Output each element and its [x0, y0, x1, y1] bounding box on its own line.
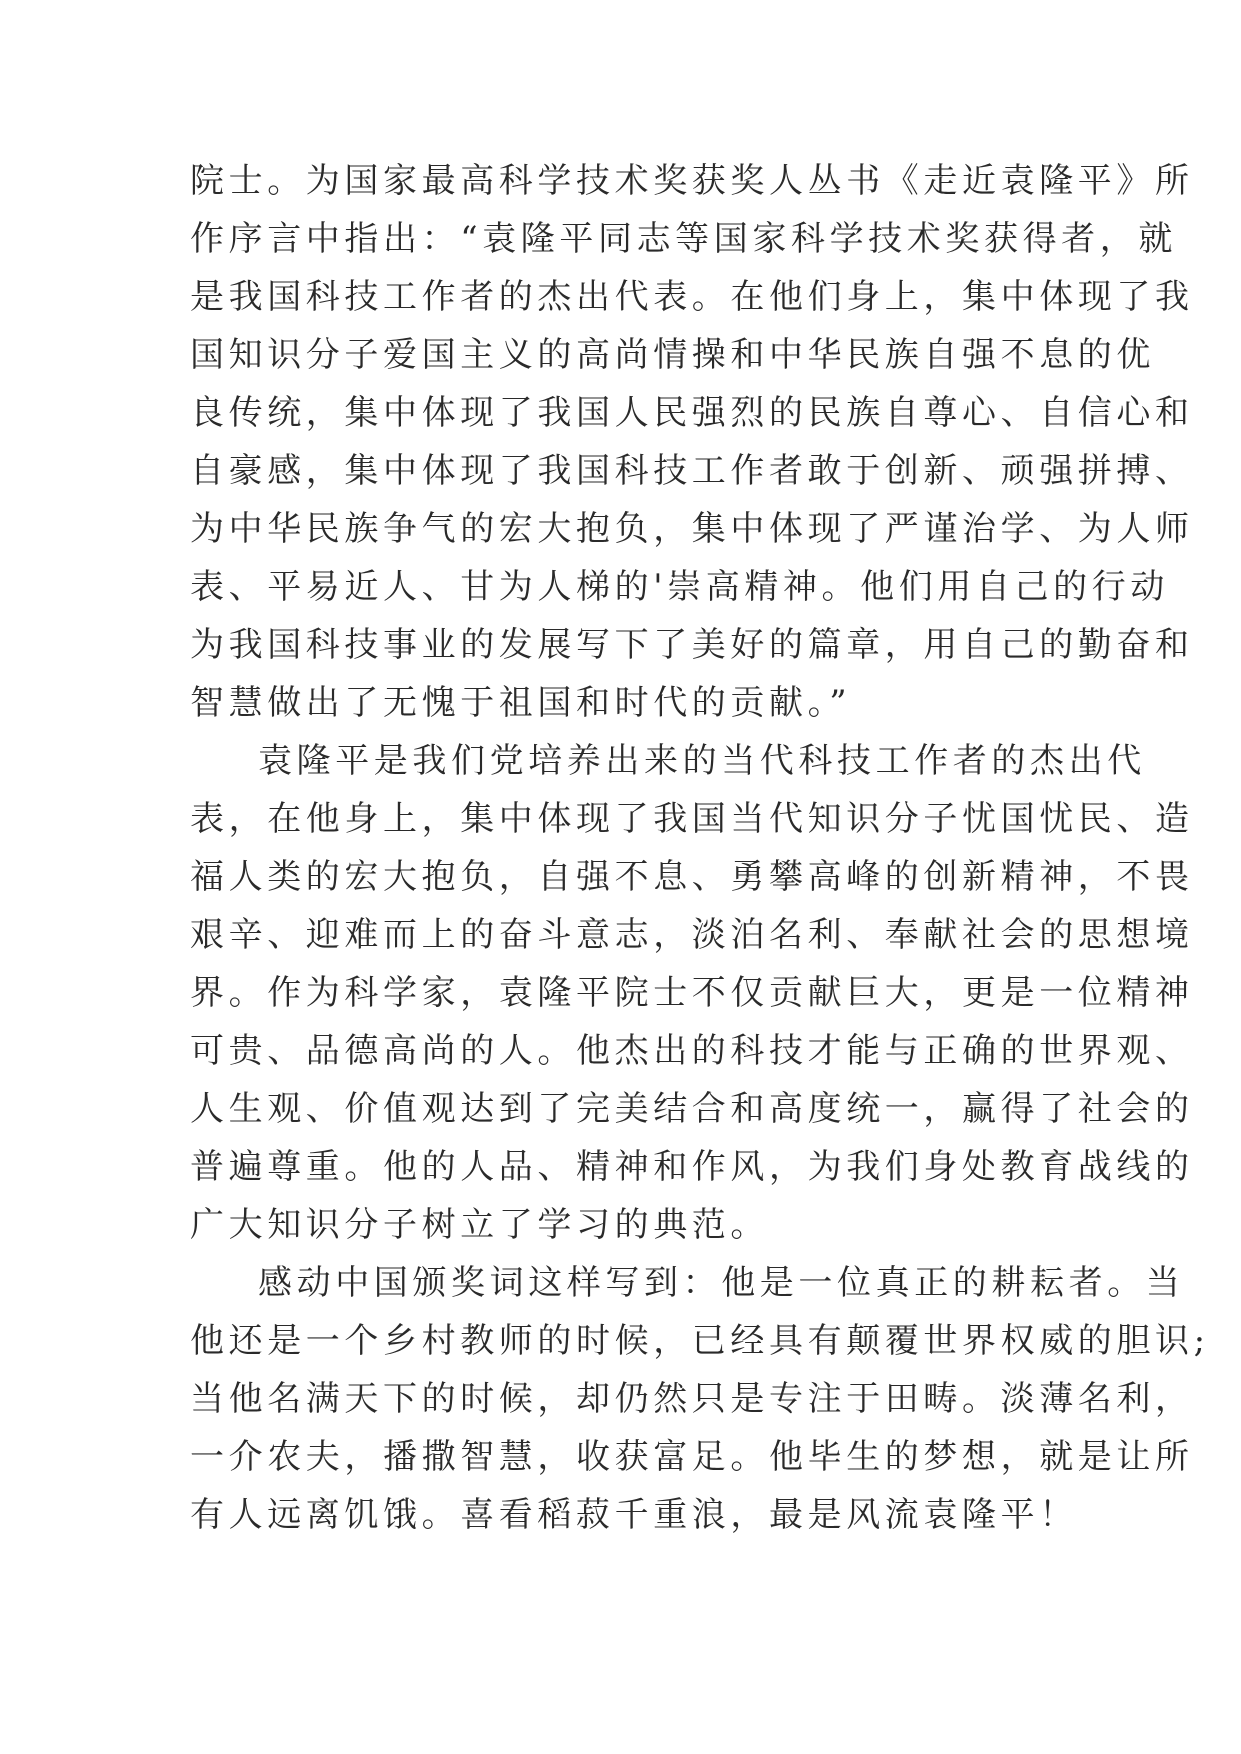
paragraph-2-line-2: 表，在他身上，集中体现了我国当代知识分子忧国忧民、造 [190, 799, 1194, 839]
paragraph-3-line-1: 感动中国颁奖词这样写到：他是一位真正的耕耘者。当 [258, 1263, 1185, 1303]
paragraph-2-line-1: 袁隆平是我们党培养出来的当代科技工作者的杰出代 [258, 741, 1146, 781]
paragraph-3-line-2: 他还是一个乡村教师的时候，已经具有颠覆世界权威的胆识; [190, 1321, 1210, 1361]
paragraph-3-line-3: 当他名满天下的时候，却仍然只是专注于田畴。淡薄名利， [190, 1379, 1194, 1419]
paragraph-1-line-1: 院士。为国家最高科学技术奖获奖人丛书《走近袁隆平》所 [190, 161, 1194, 201]
paragraph-3-line-4: 一介农夫，播撒智慧，收获富足。他毕生的梦想，就是让所 [190, 1437, 1194, 1477]
paragraph-2-line-4: 艰辛、迎难而上的奋斗意志，淡泊名利、奉献社会的思想境 [190, 915, 1194, 955]
paragraph-2-line-5: 界。作为科学家，袁隆平院士不仅贡献巨大，更是一位精神 [190, 973, 1194, 1013]
paragraph-2-line-6: 可贵、品德高尚的人。他杰出的科技才能与正确的世界观、 [190, 1031, 1194, 1071]
paragraph-1-line-7: 为中华民族争气的宏大抱负，集中体现了严谨治学、为人师 [190, 509, 1194, 549]
paragraph-1-line-3: 是我国科技工作者的杰出代表。在他们身上，集中体现了我 [190, 277, 1194, 317]
paragraph-2-line-8: 普遍尊重。他的人品、精神和作风，为我们身处教育战线的 [190, 1147, 1194, 1187]
paragraph-1-line-8: 表、平易近人、甘为人梯的'崇高精神。他们用自己的行动 [190, 567, 1169, 607]
body-text [190, 152, 1210, 1544]
paragraph-1-line-6: 自豪感，集中体现了我国科技工作者敢于创新、顽强拼搏、 [190, 451, 1194, 491]
paragraph-2-line-9: 广大知识分子树立了学习的典范。 [190, 1205, 769, 1245]
paragraph-1-line-9: 为我国科技事业的发展写下了美好的篇章，用自己的勤奋和 [190, 625, 1194, 665]
paragraph-3-line-5: 有人远离饥饿。喜看稻菽千重浪，最是风流袁隆平！ [190, 1495, 1078, 1535]
paragraph-2-line-7: 人生观、价值观达到了完美结合和高度统一，赢得了社会的 [190, 1089, 1194, 1129]
paragraph-1-line-2: 作序言中指出：“袁隆平同志等国家科学技术奖获得者，就 [190, 219, 1177, 259]
paragraph-1-line-10: 智慧做出了无愧于祖国和时代的贡献。” [190, 683, 852, 723]
paragraph-1-line-4: 国知识分子爱国主义的高尚情操和中华民族自强不息的优 [190, 335, 1155, 375]
paragraph-1-line-5: 良传统，集中体现了我国人民强烈的民族自尊心、自信心和 [190, 393, 1194, 433]
paragraph-2-line-3: 福人类的宏大抱负，自强不息、勇攀高峰的创新精神，不畏 [190, 857, 1194, 897]
